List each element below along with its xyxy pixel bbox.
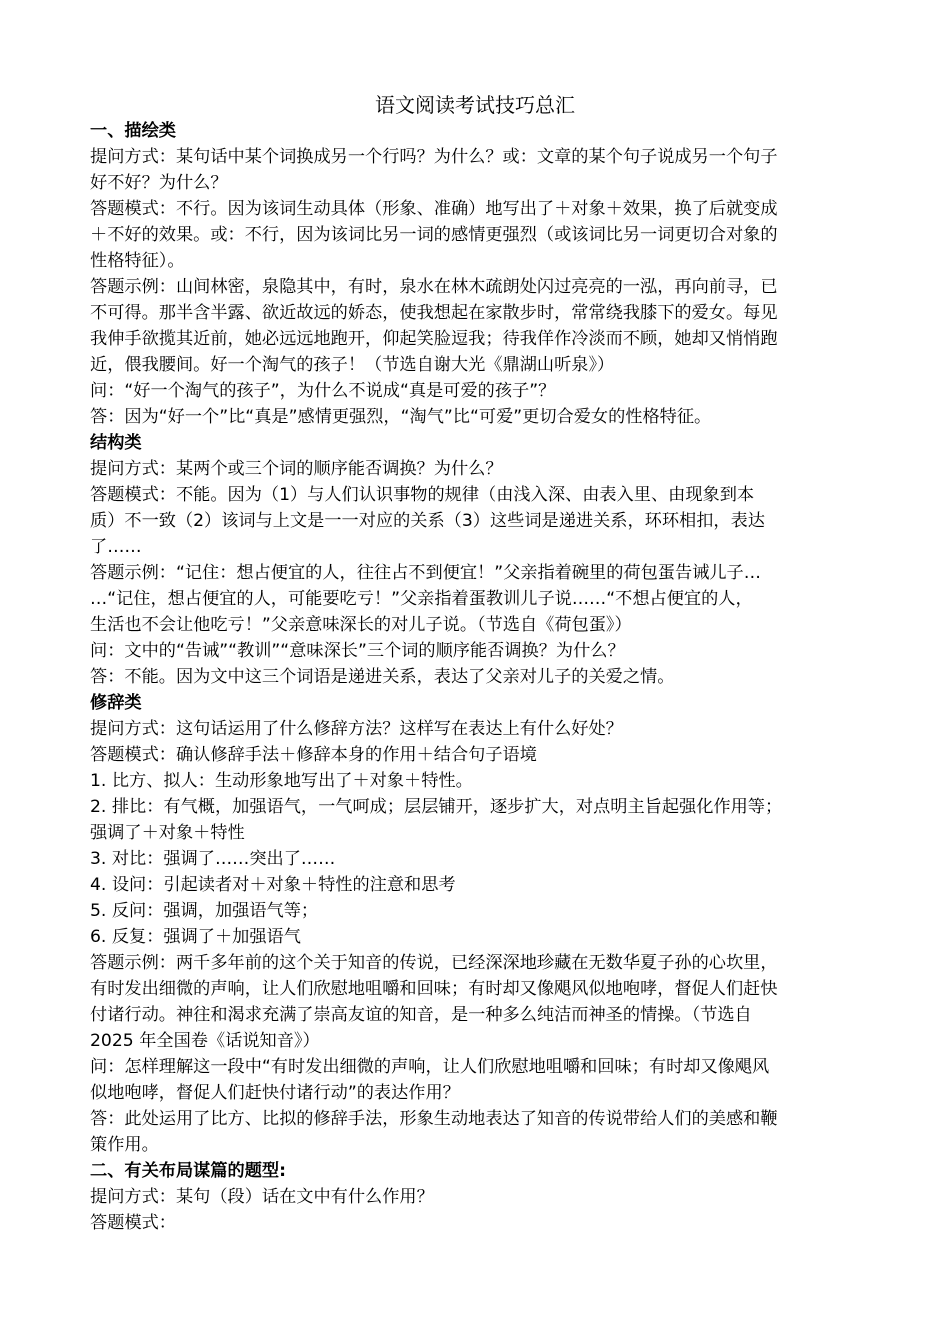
text-line: 问：怎样理解这一段中“有时发出细微的声响，让人们欣慰地咀嚼和回味；有时却又像飓风 [90,1057,770,1077]
text-line: 答题示例：山间林密，泉隐其中，有时，泉水在林木疏朗处闪过亮亮的一泓，再向前寻，已 [90,277,778,297]
section-heading: 结构类 [90,433,142,453]
text-line: 提问方式：某句话中某个词换成另一个行吗？为什么？或：文章的某个句子说成另一个句子 [90,147,778,167]
text-line: ＋不好的效果。或：不行，因为该词比另一词的感情更强烈（或该词比另一词更切合对象的 [90,225,778,245]
text-line: 生活也不会让他吃亏！”父亲意味深长的对儿子说。（节选自《荷包蛋》） [90,615,632,635]
document-title: 语文阅读考试技巧总汇 [375,93,575,117]
text-line: 问：文中的“告诫”“教训”“意味深长”三个词的顺序能否调换？为什么？ [90,641,625,661]
text-line: 了…… [90,537,142,557]
section-heading: 二、有关布局谋篇的题型: [90,1161,286,1181]
text-line: 有时发出细微的声响，让人们欣慰地咀嚼和回味；有时却又像飓风似地咆哮，督促人们赶快 [90,979,778,999]
list-item: 6. 反复：强调了＋加强语气 [90,927,301,947]
section-heading: 一、描绘类 [90,121,176,141]
text-line: 答题模式：不能。因为（1）与人们认识事物的规律（由浅入深、由表入里、由现象到本 [90,485,755,505]
text-line: 答题示例：两千多年前的这个关于知音的传说，已经深深地珍藏在无数华夏子孙的心坎里， [90,953,778,973]
text-line: 提问方式：某两个或三个词的顺序能否调换？为什么？ [90,459,503,479]
text-line: 2025 年全国卷《话说知音》） [90,1031,320,1051]
document-body [90,118,865,1236]
text-line: 问：“好一个淘气的孩子”，为什么不说成“真是可爱的孩子”？ [90,381,556,401]
text-line: 质）不一致（2）该词与上文是一一对应的关系（3）这些词是递进关系，环环相扣，表达 [90,511,765,531]
text-line: 近，偎我腰间。好一个淘气的孩子！（节选自谢大光《鼎湖山听泉》） [90,355,615,375]
text-line: 强调了＋对象＋特性 [90,823,245,843]
text-line: 答：此处运用了比方、比拟的修辞手法，形象生动地表达了知音的传说带给人们的美感和鞭 [90,1109,778,1129]
text-line: 提问方式：这句话运用了什么修辞方法？这样写在表达上有什么好处？ [90,719,623,739]
list-item: 5. 反问：强调，加强语气等； [90,901,319,921]
text-line: 答题模式：确认修辞手法＋修辞本身的作用＋结合句子语境 [90,745,537,765]
list-item: 3. 对比：强调了……突出了…… [90,849,336,869]
list-item: 4. 设问：引起读者对＋对象＋特性的注意和思考 [90,875,456,895]
section-heading: 修辞类 [90,693,142,713]
text-line: 不可得。那半含半露、欲近故远的娇态，使我想起在家散步时，常常绕我膝下的爱女。每见 [90,303,778,323]
text-line: 答：不能。因为文中这三个词语是递进关系，表达了父亲对儿子的关爱之情。 [90,667,675,687]
text-line: 答题示例：“记住：想占便宜的人，往往占不到便宜！”父亲指着碗里的荷包蛋告诫儿子… [90,563,761,583]
text-line: 付诸行动。神往和渴求充满了崇高友谊的知音，是一种多么纯洁而神圣的情操。（节选自 [90,1005,752,1025]
text-line: 好不好？为什么？ [90,173,228,193]
text-line: 答题模式： [90,1213,176,1233]
list-item: 2. 排比：有气概，加强语气，一气呵成；层层铺开，逐步扩大，对点明主旨起强化作用等； [90,797,783,817]
text-line: 似地咆哮，督促人们赶快付诸行动”的表达作用？ [90,1083,460,1103]
text-line: 答：因为“好一个”比“真是”感情更强烈，“淘气”比“可爱”更切合爱女的性格特征。 [90,407,712,427]
text-line: …“记住，想占便宜的人，可能要吃亏！”父亲指着蛋教训儿子说……“不想占便宜的人， [90,589,753,609]
text-line: 性格特征）。 [90,251,185,271]
text-line: 提问方式：某句（段）话在文中有什么作用？ [90,1187,434,1207]
text-line: 策作用。 [90,1135,159,1155]
text-line: 我伸手欲揽其近前，她必远远地跑开，仰起笑脸逗我；待我佯作冷淡而不顾，她却又悄悄跑 [90,329,778,349]
list-item: 1. 比方、拟人：生动形象地写出了＋对象＋特性。 [90,771,473,791]
text-line: 答题模式：不行。因为该词生动具体（形象、准确）地写出了＋对象＋效果，换了后就变成 [90,199,778,219]
